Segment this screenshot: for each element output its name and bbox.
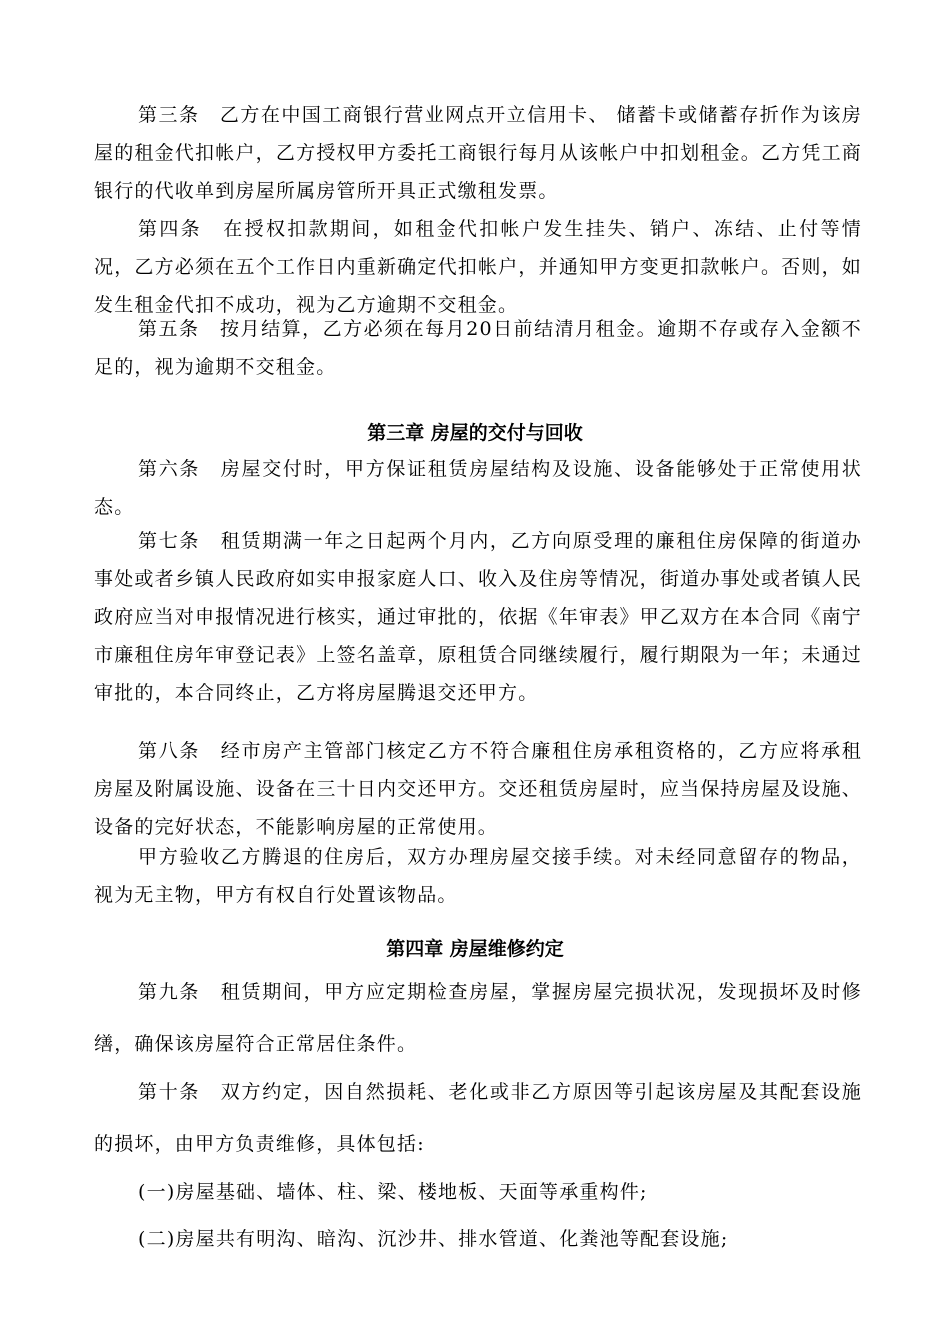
article-5-paragraph: 第五条 按月结算，乙方必须在每月20日前结清月租金。逾期不存或存入金额不足的，视为逾期不交租金。: [94, 318, 862, 378]
chapter-4-heading: 第四章 房屋维修约定: [386, 938, 564, 960]
article-9-paragraph: 第九条 租赁期间，甲方应定期检查房屋，掌握房屋完损状况，发现损坏及时修缮，确保该房屋符合正常居住条件。: [94, 981, 862, 1055]
chapter-3-heading: 第三章 房屋的交付与回收: [367, 422, 583, 444]
article-6-paragraph: 第六条 房屋交付时，甲方保证租赁房屋结构及设施、设备能够处于正常使用状态。: [94, 458, 862, 518]
article-7-paragraph: 第七条 租赁期满一年之日起两个月内，乙方向原受理的廉租住房保障的街道办事处或者乡镇人民政府如实申报家庭人口、收入及住房等情况，街道办事处或者镇人民政府应当对申报情况进行核实，通过审批的，依据《年审表》甲乙双方在本合同《南宁市廉租住房年审登记表》上签名盖章，原租赁合同继续履行，履行期限为一年；未通过审批的，本合同终止，乙方将房屋腾退交还甲方。: [94, 530, 862, 704]
article-10-paragraph: 第十条 双方约定，因自然损耗、老化或非乙方原因等引起该房屋及其配套设施的损坏，由甲方负责维修，具体包括:: [94, 1081, 862, 1155]
article-3-paragraph: 第三条 乙方在中国工商银行营业网点开立信用卡、 储蓄卡或储蓄存折作为该房屋的租金代扣帐户，乙方授权甲方委托工商银行每月从该帐户中扣划租金。乙方凭工商银行的代收单到房屋所属房管所开具正式缴租发票。: [94, 104, 862, 202]
list-item: (一)房屋基础、墙体、柱、梁、楼地板、天面等承重构件;: [138, 1181, 648, 1203]
list-item: (二)房屋共有明沟、暗沟、沉沙井、排水管道、化粪池等配套设施;: [138, 1228, 729, 1250]
article-4-paragraph: 第四条 在授权扣款期间，如租金代扣帐户发生挂失、销户、冻结、止付等情况，乙方必须在五个工作日内重新确定代扣帐户，并通知甲方变更扣款帐户。否则，如发生租金代扣不成功，视为乙方逾期不交租金。: [94, 218, 862, 316]
inspection-paragraph: 甲方验收乙方腾退的住房后，双方办理房屋交接手续。对未经同意留存的物品，视为无主物，甲方有权自行处置该物品。: [94, 846, 862, 906]
article-8-paragraph: 第八条 经市房产主管部门核定乙方不符合廉租住房承租资格的，乙方应将承租房屋及附属设施、设备在三十日内交还甲方。交还租赁房屋时，应当保持房屋及设施、设备的完好状态，不能影响房屋的正常使用。: [94, 740, 862, 838]
